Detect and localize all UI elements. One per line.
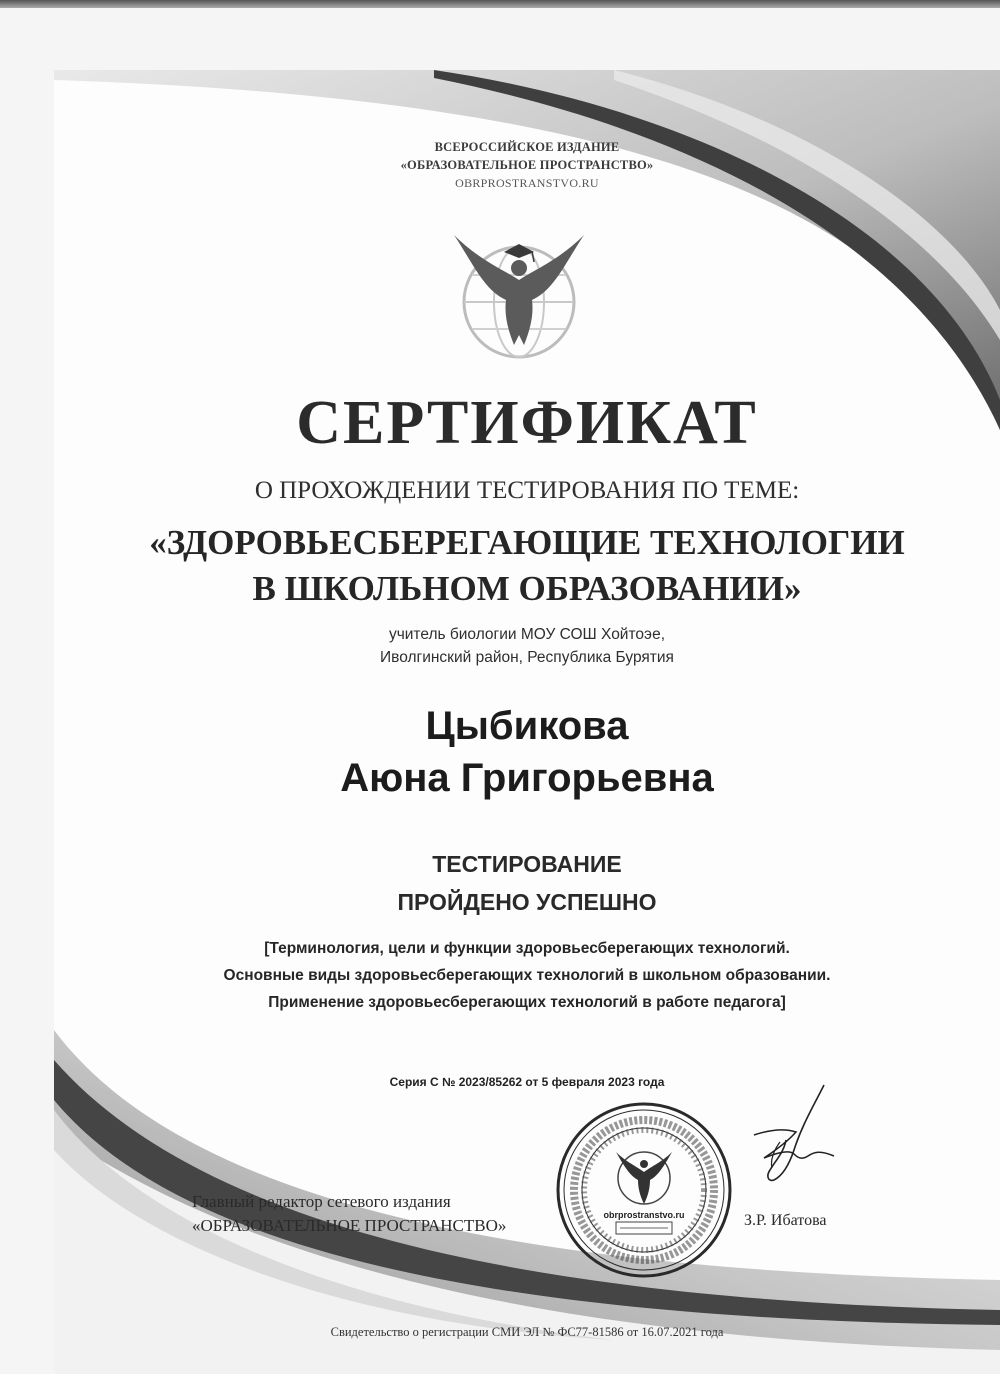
publisher-line-1: ВСЕРОССИЙСКОЕ ИЗДАНИЕ xyxy=(434,140,620,154)
result-line-1: ТЕСТИРОВАНИЕ xyxy=(432,851,622,877)
details-line-3: Применение здоровьесберегающих технологий в работе педагога] xyxy=(268,994,786,1011)
certificate-title: СЕРТИФИКАТ xyxy=(296,389,758,457)
position-line-1: учитель биологии МОУ СОШ Хойтоэе, xyxy=(388,626,666,643)
certificate xyxy=(54,70,1000,1374)
editor-line-2: «ОБРАЗОВАТЕЛЬНОЕ ПРОСТРАНСТВО» xyxy=(192,1216,507,1235)
recipient-name xyxy=(54,700,1000,804)
registration-note: Свидетельство о регистрации СМИ ЭЛ № ФС77-81586 от 16.07.2021 года xyxy=(330,1325,724,1339)
publisher-line-2: «ОБРАЗОВАТЕЛЬНОЕ ПРОСТРАНСТВО» xyxy=(400,158,654,172)
recipient-position xyxy=(54,623,1000,669)
position-line-2: Иволгинский район, Республика Бурятия xyxy=(380,649,674,666)
editor-line-1: Главный редактор сетевого издания xyxy=(192,1192,451,1211)
certificate-topic xyxy=(54,520,1000,612)
test-details xyxy=(54,935,1000,1016)
round-seal-stamp-icon xyxy=(554,1100,734,1280)
details-line-1: [Терминология, цели и функции здоровьесберегающих технологий. xyxy=(264,940,790,957)
eagle-globe-logo-icon xyxy=(444,220,594,370)
certificate-subtitle: О ПРОХОЖДЕНИИ ТЕСТИРОВАНИЯ ПО ТЕМЕ: xyxy=(254,477,800,504)
test-result xyxy=(54,845,1000,921)
details-line-2: Основные виды здоровьесберегающих технологий в школьном образовании. xyxy=(223,967,831,984)
result-line-2: ПРОЙДЕНО УСПЕШНО xyxy=(397,889,657,915)
recipient-surname: Цыбикова xyxy=(425,704,629,748)
recipient-given-names: Аюна Григорьевна xyxy=(340,756,714,800)
certificate-series: Серия С № 2023/85262 от 5 февраля 2023 года xyxy=(389,1075,665,1089)
signer-name: З.Р. Ибатова xyxy=(744,1212,827,1229)
stamp-site: obrprostranstvo.ru xyxy=(603,1210,685,1220)
publisher-site: OBRPROSTRANSTVO.RU xyxy=(455,176,599,190)
scan-edge xyxy=(0,0,1000,8)
topic-line-1: «ЗДОРОВЬЕСБЕРЕГАЮЩИЕ ТЕХНОЛОГИИ xyxy=(149,523,905,562)
handwritten-signature-icon xyxy=(724,1080,854,1190)
topic-line-2: В ШКОЛЬНОМ ОБРАЗОВАНИИ» xyxy=(252,569,802,608)
chief-editor-caption xyxy=(192,1190,572,1238)
